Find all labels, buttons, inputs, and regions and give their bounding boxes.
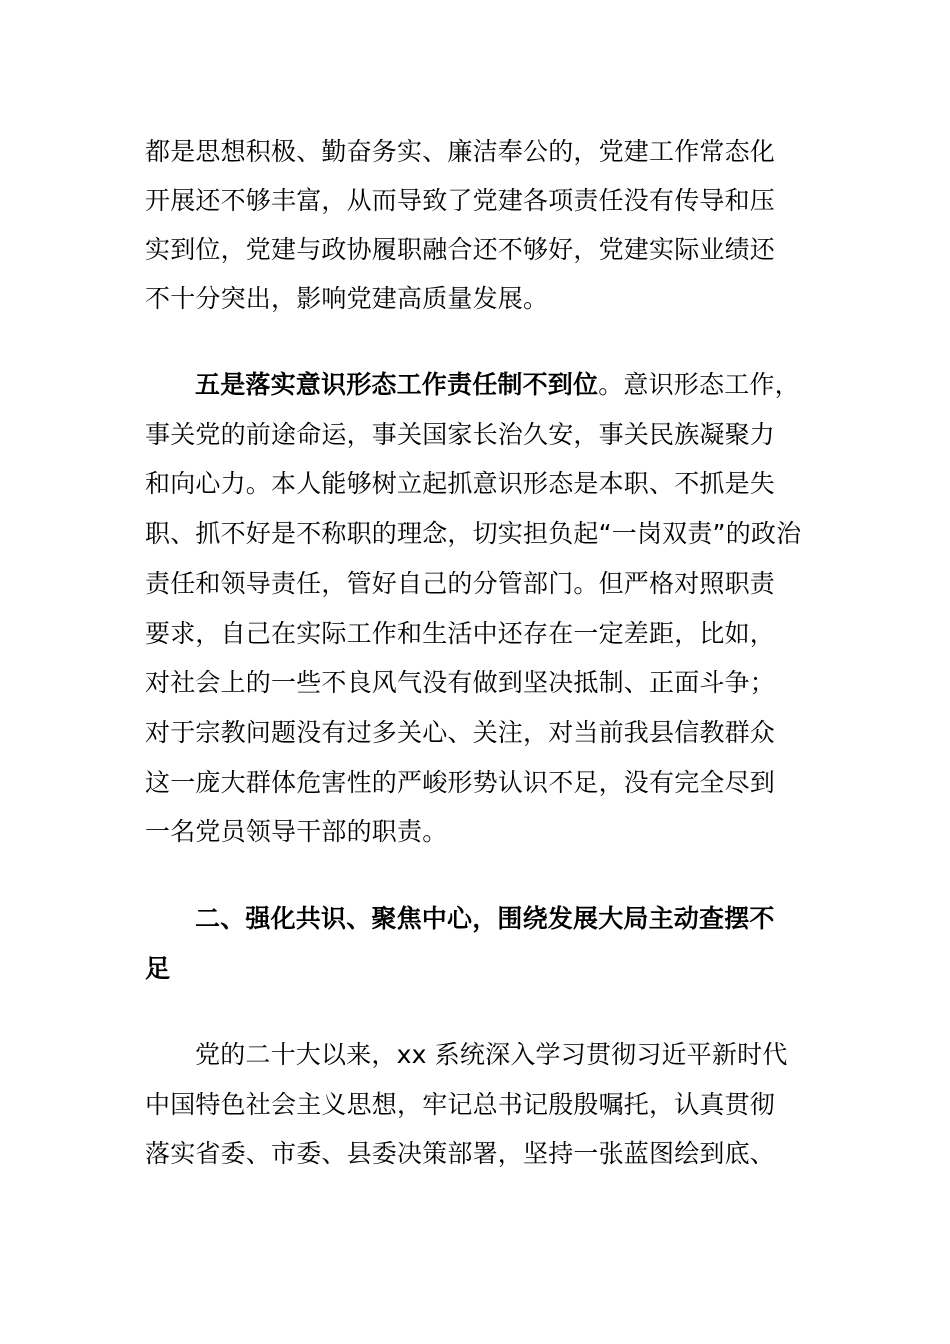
paragraph-line: 实到位，党建与政协履职融合还不够好，党建实际业绩还: [145, 235, 776, 264]
section-heading: 足: [145, 954, 171, 983]
paragraph-first-line: [195, 369, 800, 401]
paragraph-line: 落实省委、市委、县委决策部署，坚持一张蓝图绘到底、: [145, 1139, 776, 1168]
paragraph-line: 职、抓不好是不称职的理念，切实担负起“一岗双责”的政治: [145, 519, 802, 548]
paragraph-line: 党的二十大以来，xx 系统深入学习贯彻习近平新时代: [195, 1040, 788, 1069]
paragraph-line: 事关党的前途命运，事关国家长治久安，事关民族凝聚力: [145, 420, 776, 449]
paragraph-line: 要求，自己在实际工作和生活中还存在一定差距，比如，: [145, 619, 776, 648]
paragraph-heading: 五是落实意识形态工作责任制不到位: [195, 370, 599, 399]
paragraph-line: 都是思想积极、勤奋务实、廉洁奉公的，党建工作常态化: [145, 137, 776, 166]
paragraph-line: 对社会上的一些不良风气没有做到坚决抵制、正面斗争；: [145, 668, 776, 697]
paragraph-line: 开展还不够丰富，从而导致了党建各项责任没有传导和压: [145, 186, 776, 215]
paragraph-line: 对于宗教问题没有过多关心、关注，对当前我县信教群众: [145, 718, 776, 747]
paragraph-line: 一名党员领导干部的职责。: [145, 817, 448, 846]
paragraph-line: 责任和领导责任，管好自己的分管部门。但严格对照职责: [145, 569, 776, 598]
paragraph-line: 这一庞大群体危害性的严峻形势认识不足，没有完全尽到: [145, 768, 776, 797]
paragraph-line: 不十分突出，影响党建高质量发展。: [145, 284, 549, 313]
paragraph-line: 和向心力。本人能够树立起抓意识形态是本职、不抓是失: [145, 469, 776, 498]
paragraph-text: 。意识形态工作，: [598, 370, 800, 399]
paragraph-line: 中国特色社会主义思想，牢记总书记殷殷嘱托，认真贯彻: [145, 1090, 776, 1119]
section-heading: 二、强化共识、聚焦中心，围绕发展大局主动查摆不: [195, 904, 775, 933]
